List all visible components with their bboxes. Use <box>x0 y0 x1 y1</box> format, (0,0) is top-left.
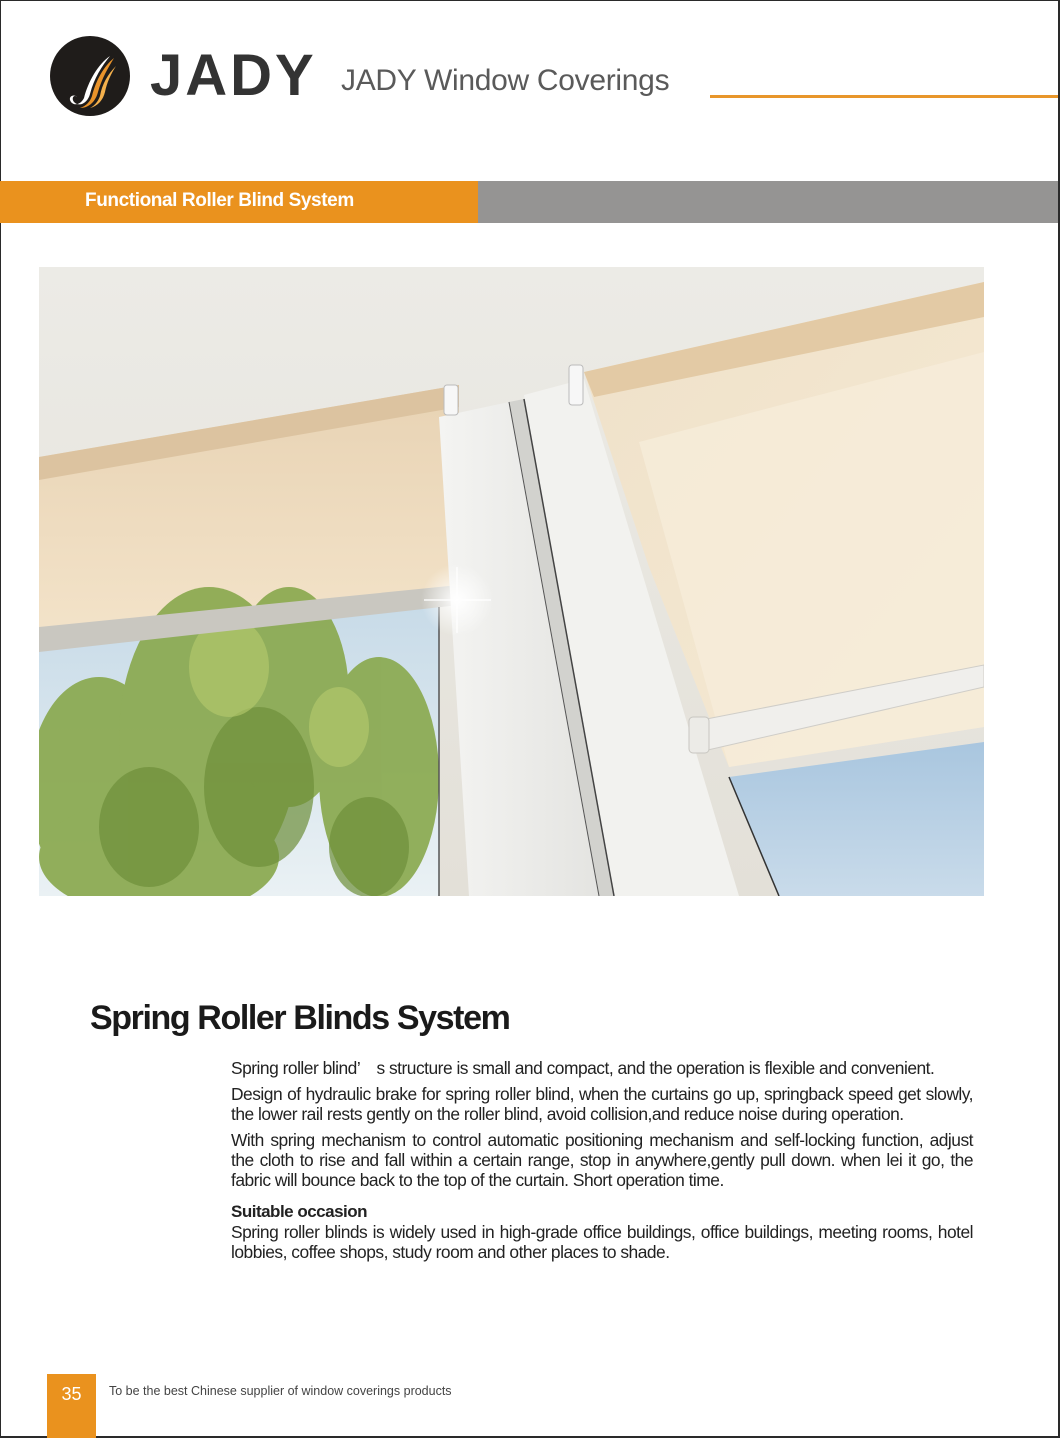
page-number: 35 <box>61 1384 82 1404</box>
paragraph-intro: Spring roller blind’ s structure is small and compact, and the operation is flexible and convenient. <box>231 1058 935 1078</box>
article-body <box>231 1058 973 1262</box>
section-bar-fill <box>478 181 1058 223</box>
paragraph-hydraulic-brake: Design of hydraulic brake for spring roller blind, when the curtains go up, springback speed get slowly, the lower rail rests gently on the roller blind, avoid collision,and reduce noise during operation. <box>231 1084 973 1124</box>
header-title: JADY Window Coverings <box>341 64 670 97</box>
article-title: Spring Roller Blinds System <box>90 999 510 1037</box>
footer-tagline: To be the best Chinese supplier of window coverings products <box>109 1384 452 1398</box>
paragraph-spring-mechanism: With spring mechanism to control automatic positioning mechanism and self-locking function, adjust the cloth to rise and fall within a certain range, stop in anywhere,gently pull down. when lei it go, the fabric will bounce back to the top of the curtain. Short operation time. <box>231 1130 973 1190</box>
product-photo <box>39 267 984 896</box>
jady-swoosh-logo-icon <box>50 36 130 116</box>
brand-name: JADY <box>150 43 317 108</box>
header-divider <box>710 95 1058 98</box>
suitable-occasion-heading: Suitable occasion <box>231 1202 368 1221</box>
section-title: Functional Roller Blind System <box>85 190 354 211</box>
suitable-occasion-text: Spring roller blinds is widely used in high-grade office buildings, office buildings, meeting rooms, hotel lobbies, coffee shops, study room and other places to shade. <box>231 1222 973 1262</box>
